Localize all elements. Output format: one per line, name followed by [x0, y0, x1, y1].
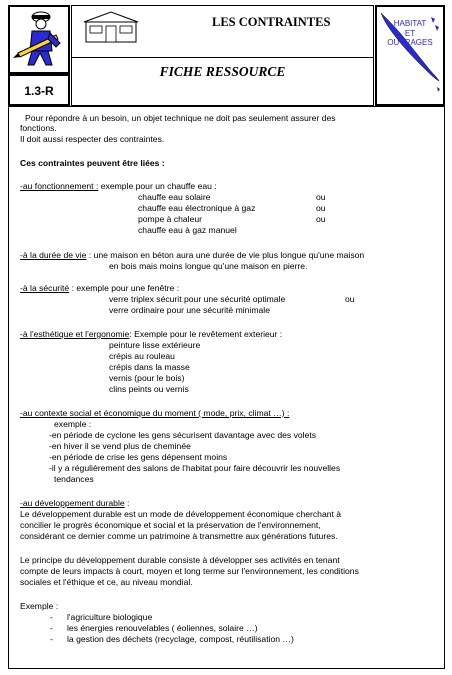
page-title: LES CONTRAINTES — [212, 15, 331, 29]
developpement-line — [20, 498, 129, 508]
logo-box — [8, 5, 70, 74]
fonctionnement-ou-3: ou — [316, 214, 326, 224]
intro-line-1: Pour répondre à un besoin, un objet technique ne doit pas seulement assurer des — [25, 113, 336, 123]
securite-item-2: verre ordinaire pour une sécurité minimale — [109, 305, 270, 315]
theme-label — [383, 19, 437, 48]
theme-box — [375, 5, 445, 106]
esthetique-item-3: crépis dans la masse — [109, 362, 190, 372]
fonctionnement-line — [20, 181, 217, 191]
fonctionnement-ou-2: ou — [316, 203, 326, 213]
securite-label: -à la sécurité — [20, 283, 70, 293]
duree-text: : une maison en béton aura une durée de vie plus longue qu'une maison — [86, 250, 365, 260]
developpement-item-1: l'agriculture biologique — [67, 612, 153, 622]
esthetique-item-1: peinture lisse extérieure — [109, 340, 201, 350]
securite-ou: ou — [345, 294, 355, 304]
esthetique-item-5: clins peints ou vernis — [109, 384, 189, 394]
contexte-item-2: -en hiver il se vend plus de cheminée — [49, 441, 191, 451]
technician-pencil-icon — [10, 7, 68, 72]
developpement-label: -au développement durable — [20, 498, 125, 508]
contexte-item-3: -en période de crise les gens dépensent moins — [49, 452, 228, 462]
developpement-p1-line-3: considérant ce dernier comme un patrimoine à transmettre aux générations futures. — [20, 531, 338, 541]
developpement-exemple: Exemple : — [20, 601, 59, 611]
developpement-p2-line-1: Le principe du développement durable consiste à développer ses activités en tenant — [20, 555, 340, 565]
developpement-dash-1: - — [50, 612, 53, 622]
duree-line-2: en bois mais moins longue qu'une maison en pierre. — [109, 261, 308, 271]
fonctionnement-label: -au fonctionnement : — [20, 181, 99, 191]
developpement-p2-line-3: sociales et l'éthique et ce, au niveau mondial. — [20, 577, 193, 587]
esthetique-item-4: vernis (pour le bois) — [109, 373, 185, 383]
securite-item-1: verre triplex sécurit pour une sécurité optimale — [109, 294, 286, 304]
fonctionnement-item-2: chauffe eau électronique à gaz — [138, 203, 256, 213]
fonctionnement-item-1: chauffe eau solaire — [138, 192, 211, 202]
securite-line — [20, 283, 179, 293]
contexte-tail: tendances — [54, 474, 94, 484]
fonctionnement-item-4: chauffe eau à gaz manuel — [138, 225, 237, 235]
contexte-item-1: -en période de cyclone les gens sécurisent davantage avec des volets — [49, 430, 317, 440]
developpement-item-2: les énergies renouvelables ( éoliennes, solaire …) — [67, 623, 258, 633]
securite-text: : exemple pour une fenêtre : — [69, 283, 180, 293]
developpement-dash-2: - — [50, 623, 53, 633]
subtitle-box — [71, 57, 374, 106]
intro-line-3: Il doit aussi respecter des contraintes. — [20, 134, 165, 144]
contexte-item-4: -il y a régulièrement des salons de l'habitat pour faire découvrir les nouvelles — [49, 463, 341, 473]
contexte-label: -au contexte social et économique du moment ( mode, prix, climat …) : — [20, 408, 290, 418]
house-icon — [80, 10, 142, 44]
theme-line-1: HABITAT — [393, 19, 427, 28]
developpement-colon: : — [124, 498, 130, 508]
section-heading: Ces contraintes peuvent être liées : — [20, 158, 165, 168]
resource-sheet — [5, 3, 447, 670]
esthetique-text: : Exemple pour le revêtement exterieur : — [129, 329, 283, 339]
theme-line-2: ET — [404, 28, 416, 38]
content-frame — [8, 106, 445, 669]
title-box — [71, 5, 374, 58]
developpement-p2-line-2: compte de leurs impacts à court, moyen et long terme sur l'environnement, les conditions — [20, 566, 359, 576]
developpement-dash-3: - — [50, 634, 53, 644]
fonctionnement-text: exemple pour un chauffe eau : — [98, 181, 217, 191]
developpement-p1-line-1: Le développement durable est un mode de développement économique cherchant à — [20, 509, 342, 519]
developpement-p1-line-2: concilier le progrès économique et social et la préservation de l'environnement, — [20, 520, 321, 530]
fonctionnement-item-3: pompe à chaleur — [138, 214, 203, 224]
intro-line-2: fonctions. — [20, 123, 57, 133]
sheet-code-box — [8, 74, 70, 106]
duree-line — [20, 250, 364, 260]
fonctionnement-ou-1: ou — [316, 192, 326, 202]
esthetique-line — [20, 329, 282, 339]
theme-line-3: OUVRAGES — [387, 38, 433, 47]
contexte-exemple: exemple : — [54, 419, 92, 429]
page-subtitle: FICHE RESSOURCE — [159, 64, 286, 79]
developpement-item-3: la gestion des déchets (recyclage, compost, réutilisation …) — [67, 634, 294, 644]
esthetique-label: -à l'esthétique et l'ergonomie — [20, 329, 130, 339]
esthetique-item-2: crépis au rouleau — [109, 351, 175, 361]
duree-label: -à la durée de vie — [20, 250, 87, 260]
sheet-code: 1.3-R — [24, 84, 54, 98]
